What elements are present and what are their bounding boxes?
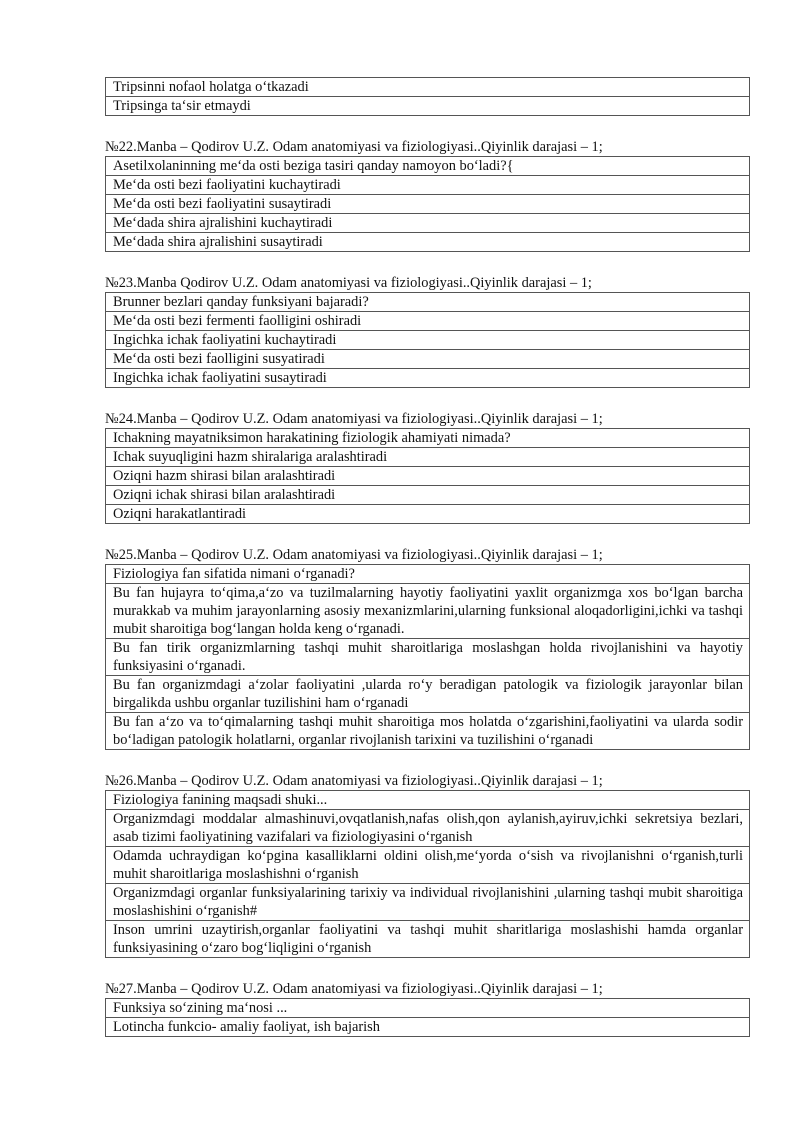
table-row xyxy=(106,676,750,713)
answer-option: Bu fan tirik organizmlarning tashqi muhit sharoitlariga moslashgan holda rivojlanishini va hayotiy funksiyasini o‘rganadi. xyxy=(106,639,750,676)
question-source-header: №24.Manba – Qodirov U.Z. Odam anatomiyasi va fiziologiyasi..Qiyinlik darajasi – 1; xyxy=(105,411,603,427)
table-row xyxy=(106,639,750,676)
question-table xyxy=(105,790,750,958)
answer-option: Bu fan organizmdagi a‘zolar faoliyatini ,ularda ro‘y beradigan patologik va fiziologik jarayonlar bilan birgalikda ushbu organlar tuzilishini ham o‘rganadi xyxy=(106,676,750,713)
answer-option: Me‘da osti bezi faolligini susyatiradi xyxy=(106,350,750,369)
question-source-header: №25.Manba – Qodirov U.Z. Odam anatomiyasi va fiziologiyasi..Qiyinlik darajasi – 1; xyxy=(105,547,603,563)
answer-option: Me‘da osti bezi fermenti faolligini oshiradi xyxy=(106,312,750,331)
answer-option: Organizmdagi moddalar almashinuvi,ovqatlanish,nafas olish,qon aylanish,ayiruv,ichki sekretsiya bezlari, asab tizimi faoliyatining vazifalari va fiziologiyasini o‘rganish xyxy=(106,810,750,847)
table-row xyxy=(106,884,750,921)
answer-option: Bu fan hujayra to‘qima,a‘zo va tuzilmalarning hayotiy faoliyatini yaxlit organizmga xos bo‘lgan barcha murakkab va muhim jarayonlarning asosiy mexanizmlarini,ularning funksional aloqadorligini,ichki va tashqi mubit sharoitiga bog‘langan holda keng o‘rganadi. xyxy=(106,584,750,639)
answer-option: Inson umrini uzaytirish,organlar faoliyatini va tashqi muhit sharitlariga moslashishi hamda organlar funksiyasining o‘zaro bog‘liqligini o‘rganish xyxy=(106,921,750,958)
question-block-24 xyxy=(105,410,750,524)
answer-option: Oziqni ichak shirasi bilan aralashtiradi xyxy=(106,486,750,505)
answer-option: Oziqni hazm shirasi bilan aralashtiradi xyxy=(106,467,750,486)
question-text: Brunner bezlari qanday funksiyani bajaradi? xyxy=(106,293,750,312)
answer-option: Organizmdagi organlar funksiyalarining tarixiy va individual rivojlanishini ,ularning tashqi mubit sharoitiga moslashishini o‘rganish# xyxy=(106,884,750,921)
question-block-21-tail xyxy=(105,77,750,116)
answer-option: Ingichka ichak faoliyatini susaytiradi xyxy=(106,369,750,388)
table-row xyxy=(106,791,750,810)
answers-table xyxy=(105,77,750,116)
question-text: Fiziologiya fan sifatida nimani o‘rganadi? xyxy=(106,565,750,584)
table-row xyxy=(106,195,750,214)
table-row xyxy=(106,847,750,884)
question-text: Ichakning mayatniksimon harakatining fiziologik ahamiyati nimada? xyxy=(106,429,750,448)
question-table xyxy=(105,156,750,252)
answer-option: Lotincha funkcio- amaliy faoliyat, ish bajarish xyxy=(106,1018,750,1037)
question-block-23 xyxy=(105,274,750,388)
question-source-header: №26.Manba – Qodirov U.Z. Odam anatomiyasi va fiziologiyasi..Qiyinlik darajasi – 1; xyxy=(105,773,603,789)
question-text: Funksiya so‘zining ma‘nosi ... xyxy=(106,999,750,1018)
table-row xyxy=(106,448,750,467)
table-row xyxy=(106,505,750,524)
table-row xyxy=(106,713,750,750)
question-text: Fiziologiya fanining maqsadi shuki... xyxy=(106,791,750,810)
answer-option: Oziqni harakatlantiradi xyxy=(106,505,750,524)
answer-option: Me‘da osti bezi faoliyatini kuchaytiradi xyxy=(106,176,750,195)
answer-option: Ichak suyuqligini hazm shiralariga aralashtiradi xyxy=(106,448,750,467)
table-row xyxy=(106,810,750,847)
question-table xyxy=(105,564,750,750)
table-row xyxy=(106,312,750,331)
table-row xyxy=(106,233,750,252)
answer-option: Me‘dada shira ajralishini susaytiradi xyxy=(106,233,750,252)
table-row xyxy=(106,429,750,448)
answer-option: Me‘dada shira ajralishini kuchaytiradi xyxy=(106,214,750,233)
table-row xyxy=(106,486,750,505)
table-row xyxy=(106,293,750,312)
table-row xyxy=(106,78,750,97)
table-row xyxy=(106,1018,750,1037)
question-table xyxy=(105,428,750,524)
question-block-26 xyxy=(105,772,750,958)
question-table xyxy=(105,998,750,1037)
question-text: Asetilxolaninning me‘da osti beziga tasiri qanday namoyon bo‘ladi?{ xyxy=(106,157,750,176)
table-row xyxy=(106,921,750,958)
table-row xyxy=(106,565,750,584)
question-block-27 xyxy=(105,980,750,1037)
answer-option: Odamda uchraydigan ko‘pgina kasalliklarni oldini olish,me‘yorda o‘sish va rivojlanishni o‘rganish,turli muhit sharoitlariga moslashishni o‘rganish xyxy=(106,847,750,884)
table-row xyxy=(106,467,750,486)
answer-option: Tripsinga ta‘sir etmaydi xyxy=(106,97,750,116)
question-source-header: №23.Manba Qodirov U.Z. Odam anatomiyasi va fiziologiyasi..Qiyinlik darajasi – 1; xyxy=(105,275,592,291)
table-row xyxy=(106,214,750,233)
question-table xyxy=(105,292,750,388)
document-page xyxy=(105,77,750,1037)
table-row xyxy=(106,369,750,388)
table-row xyxy=(106,331,750,350)
question-block-22 xyxy=(105,138,750,252)
question-source-header: №27.Manba – Qodirov U.Z. Odam anatomiyasi va fiziologiyasi..Qiyinlik darajasi – 1; xyxy=(105,981,603,997)
table-row xyxy=(106,999,750,1018)
table-row xyxy=(106,157,750,176)
table-row xyxy=(106,584,750,639)
answer-option: Tripsinni nofaol holatga o‘tkazadi xyxy=(106,78,750,97)
table-row xyxy=(106,97,750,116)
answer-option: Bu fan a‘zo va to‘qimalarning tashqi muhit sharoitiga mos holatda o‘zgarishini,faoliyatini va ularda sodir bo‘ladigan patologik holatlarni, organlar rivojlanish tarixini va tuzilishini o‘rganadi xyxy=(106,713,750,750)
table-row xyxy=(106,176,750,195)
question-source-header: №22.Manba – Qodirov U.Z. Odam anatomiyasi va fiziologiyasi..Qiyinlik darajasi – 1; xyxy=(105,139,603,155)
answer-option: Ingichka ichak faoliyatini kuchaytiradi xyxy=(106,331,750,350)
table-row xyxy=(106,350,750,369)
question-block-25 xyxy=(105,546,750,750)
answer-option: Me‘da osti bezi faoliyatini susaytiradi xyxy=(106,195,750,214)
